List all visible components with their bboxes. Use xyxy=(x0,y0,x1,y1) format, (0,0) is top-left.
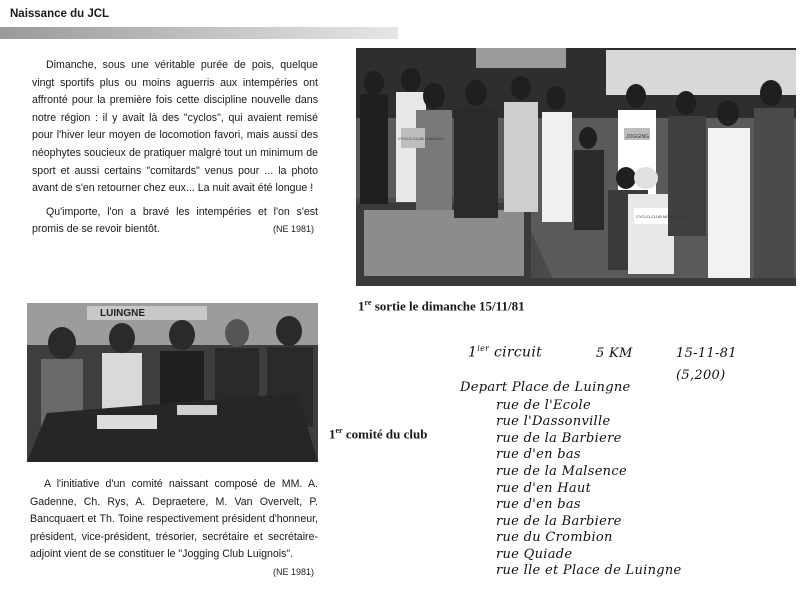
route-street: rue du Crombion xyxy=(496,530,613,545)
caption-text: comité du club xyxy=(342,426,428,442)
article-paragraph xyxy=(32,204,318,239)
group-photo-caption xyxy=(358,298,525,314)
route-title-text: circuit xyxy=(489,344,543,361)
caption-text: sortie le dimanche 15/11/81 xyxy=(371,298,525,314)
committee-photo-caption xyxy=(329,426,427,442)
source-citation: (NE 1981) xyxy=(272,566,314,577)
committee-photo xyxy=(27,303,318,462)
source-citation: (NE 1981) xyxy=(272,224,314,235)
route-date: 15-11-81 xyxy=(676,346,737,361)
article-paragraph xyxy=(30,476,318,577)
caption-ordinal: er xyxy=(335,426,343,435)
route-start: Depart Place de Luingne xyxy=(460,380,631,395)
group-photo-sign-3: CYCLO-CLUB MOUSCRON xyxy=(636,214,687,219)
route-title-number: 1 xyxy=(468,344,478,361)
route-street: rue lle et Place de Luingne xyxy=(496,563,682,578)
route-street: rue d'en bas xyxy=(496,497,581,512)
route-title-ordinal: ier xyxy=(477,344,490,353)
page-title: Naissance du JCL xyxy=(10,8,110,20)
caption-number: 1 xyxy=(358,298,365,314)
group-photo xyxy=(356,48,796,286)
article-paragraph-text: A l'initiative d'un comité naissant composé de MM. A. Gadenne, Ch. Rys, A. Depraetere, M. Van Overvelt, P. Bancquaert et Th. Toine respectivement président d'honneur, président, vice-président, trésorier, secrétaire et secrétaire-adjoint vient de se constituer le "Jogging Club Luignois". xyxy=(30,478,318,561)
route-distance: 5 KM xyxy=(596,346,633,361)
route-title xyxy=(468,344,542,361)
route-street: rue Quiade xyxy=(496,547,573,562)
title-underline-bar xyxy=(0,27,398,39)
route-street: rue d'en Haut xyxy=(496,481,592,496)
article-paragraph-text: Qu'importe, l'on a bravé les intempéries et l'on s'est promis de se revoir bientôt. xyxy=(32,205,318,236)
article-first-outing xyxy=(32,57,318,239)
route-street: rue d'en bas xyxy=(496,447,581,462)
group-photo-sign-1: CYCLO-CLUB LUIGNOIS xyxy=(398,136,445,141)
route-street: rue de la Barbiere xyxy=(496,514,622,529)
route-street: rue l'Dassonville xyxy=(496,414,611,429)
route-street: rue de l'Ecole xyxy=(496,398,591,413)
route-street: rue de la Malsence xyxy=(496,464,627,479)
group-photo-sign-2: JOGGING xyxy=(626,134,650,140)
article-committee xyxy=(30,476,318,582)
caption-ordinal: re xyxy=(364,298,372,307)
route-street: rue de la Barbiere xyxy=(496,431,622,446)
group-photo-image xyxy=(356,48,796,286)
article-paragraph: Dimanche, sous une véritable purée de pois, quelque vingt sportifs plus ou moins aguerris aux intempéries ont affronté pour la première fois cette discipline nouvelle dans notre région : il y avait là des "cyclos", qui avaient remisé pour l'hiver leur moyen de locomotion favori, mais aussi des néophytes soucieux de pratiquer malgré tout un minimum de sport et aussi certains "comitards" venus pour ... la photo avant de s'en retourner chez eux... La nuit avait été longue ! xyxy=(32,59,318,195)
caption-number: 1 xyxy=(329,426,336,442)
committee-photo-image xyxy=(27,303,318,462)
route-subtitle: (5,200) xyxy=(676,368,726,383)
committee-photo-sign: LUINGNE xyxy=(100,308,145,319)
